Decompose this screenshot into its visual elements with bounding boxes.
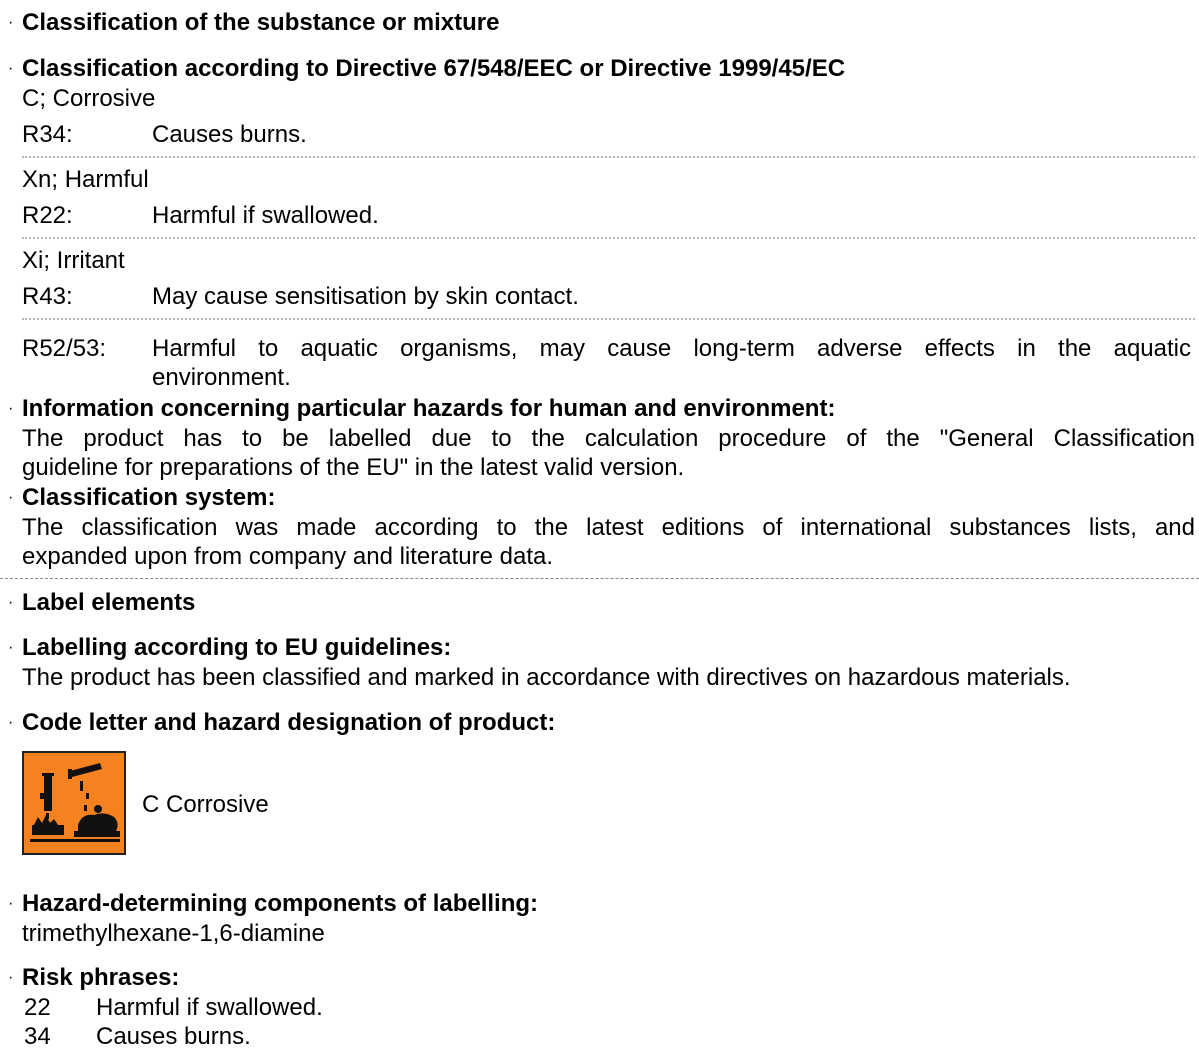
risk-phrase-number: 22 — [24, 994, 51, 1021]
r5253-text-line1: Harmful to aquatic organisms, may cause long-term adverse effects in the aquatic — [152, 335, 1191, 362]
class-harmful: Xn; Harmful — [22, 166, 149, 193]
bullet-dot: · — [8, 639, 14, 656]
r5253-text-line2: environment. — [152, 364, 291, 391]
bullet-dot: · — [8, 60, 14, 77]
risk-title: Risk phrases: — [22, 964, 180, 991]
dotted-separator — [22, 156, 1195, 158]
code-letter-title: Code letter and hazard designation of product: — [22, 709, 556, 736]
risk-phrase-text: Causes burns. — [96, 1023, 251, 1050]
hazard-component: trimethylhexane-1,6-diamine — [22, 920, 325, 947]
labelling-title: Labelling according to EU guidelines: — [22, 634, 452, 661]
system-title: Classification system: — [22, 484, 276, 511]
r22-text: Harmful if swallowed. — [152, 202, 379, 229]
bullet-dot: · — [8, 714, 14, 731]
r43-text: May cause sensitisation by skin contact. — [152, 283, 579, 310]
bullet-dot: · — [8, 14, 14, 31]
bullet-dot: · — [8, 489, 14, 506]
r5253-code: R52/53: — [22, 335, 107, 362]
system-text-line1: The classification was made according to the latest editions of international substances lists, and — [22, 514, 1195, 541]
section-divider — [0, 578, 1199, 579]
bullet-dot: · — [8, 594, 14, 611]
info-text-line1: The product has to be labelled due to the calculation procedure of the "General Classification — [22, 425, 1195, 452]
r34-code: R34: — [22, 121, 73, 148]
r34-text: Causes burns. — [152, 121, 307, 148]
info-text-line2: guideline for preparations of the EU" in the latest valid version. — [22, 454, 685, 481]
r43-code: R43: — [22, 283, 73, 310]
hazard-components-title: Hazard-determining components of labelling: — [22, 890, 539, 917]
corrosive-hazard-icon — [22, 751, 126, 855]
label-elements-title: Label elements — [22, 589, 196, 616]
labelling-text: The product has been classified and marked in accordance with directives on hazardous materials. — [22, 664, 1071, 691]
class-corrosive: C; Corrosive — [22, 85, 156, 112]
class-irritant: Xi; Irritant — [22, 247, 125, 274]
directive-title: Classification according to Directive 67/548/EEC or Directive 1999/45/EC — [22, 55, 846, 82]
r22-code: R22: — [22, 202, 73, 229]
info-title: Information concerning particular hazards for human and environment: — [22, 395, 836, 422]
corrosive-pictogram-graphic — [24, 753, 124, 853]
pictogram-label: C Corrosive — [142, 791, 269, 818]
classification-title: Classification of the substance or mixture — [22, 9, 500, 36]
system-text-line2: expanded upon from company and literature data. — [22, 543, 554, 570]
bullet-dot: · — [8, 895, 14, 912]
dotted-separator — [22, 318, 1195, 320]
risk-phrase-text: Harmful if swallowed. — [96, 994, 323, 1021]
risk-phrase-number: 34 — [24, 1023, 51, 1050]
dotted-separator — [22, 237, 1195, 239]
bullet-dot: · — [8, 400, 14, 417]
bullet-dot: · — [8, 969, 14, 986]
